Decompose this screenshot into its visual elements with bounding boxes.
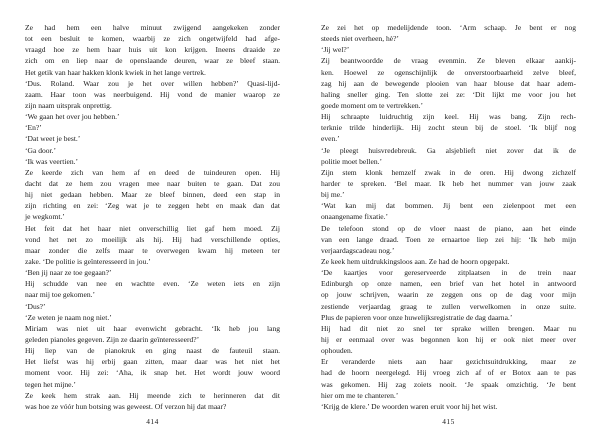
text-line: zaam. Haar toon was neerbuigend. Hij vond de manier waarop ze (25, 89, 280, 99)
left-page-number: 414 (146, 417, 159, 426)
text-line: steeds niet overheen, hè?’ (321, 34, 399, 44)
text-line: Er veranderde niets aan haar gezichtsuitdrukking, maar ze (321, 357, 576, 367)
text-line: verjaardagscadeau nog.’ (321, 245, 395, 255)
text-line: harder te spreken. ‘Bel maar. Ik heb het nummer van jouw zaak (321, 178, 576, 188)
text-line: hij er eenmaal over was begonnen kon hij er ook niet meer over (321, 334, 576, 344)
text-line: maar zonder die zelfs maar te overwegen kwam hij meteen ter (25, 245, 280, 255)
text-line: Ze had hem een halve minuut zwijgend aangekeken zonder (25, 23, 280, 32)
right-page (321, 22, 576, 440)
text-line: zich om en liep naar de openslaande deuren, waar ze bleef staan. (25, 56, 280, 66)
text-line: ‘We gaan het over jou hebben.’ (25, 112, 120, 122)
text-line: moment voor. Hij zei: ‘Aha, ik snap het. Het wordt jouw woord (25, 368, 280, 378)
text-line: goede moment om te vertrekken.’ (321, 100, 424, 110)
text-line: had de hoorn neergelegd. Hij vroeg zich af of er Botox aan te pas (321, 368, 576, 378)
text-line: zijn richting en zei: ‘Zeg wat je te zeggen hebt en maak dan dat (25, 201, 280, 211)
text-line: je wegkomt.’ (25, 212, 65, 222)
text-line: Zij beantwoordde de vraag evenmin. Ze bleven elkaar aankij- (321, 56, 576, 66)
text-line: ‘Ben jij naar ze toe gegaan?’ (25, 268, 112, 278)
left-page-text (25, 22, 280, 412)
text-line: ‘Ze weten je naam nog niet.’ (25, 312, 112, 322)
text-line: tegen het mijne.’ (25, 379, 76, 389)
text-line: onaangename fixatie.’ (321, 212, 389, 222)
text-line: Ze keerde zich van hem af en deed de tuindeuren open. Hij (25, 167, 280, 177)
text-line: Plus de papieren voor onze huwelijksregistratie de dag daarna.’ (321, 312, 513, 322)
text-line: vraagd hoe ze hem haar huis uit kon krijgen. Ineens draaide ze (25, 45, 280, 55)
right-page-text (321, 22, 576, 412)
text-line: zake. ‘De politie is geïnteresseerd in jou.’ (25, 256, 151, 266)
text-line: ‘De kaartjes voor gereserveerde zitplaatsen in de trein naar (321, 268, 576, 278)
gutter (299, 0, 301, 440)
text-line: Edinburgh op onze namen, een brief van het hotel in antwoord (321, 279, 576, 289)
text-line: ‘Ik was veertien.’ (25, 156, 79, 166)
text-line: was gekomen. Hij zag zoiets nooit. ‘Je spaak omzichtig. ‘Je bent (321, 379, 576, 389)
text-line: Hij schudde van nee en wachtte even. ‘Ze weten iets en zijn (25, 279, 280, 289)
text-line: ‘Dus. Roland. Waar zou je het over willen hebben?’ Quasi-lijd- (25, 78, 280, 88)
text-line: op jouw schrijven, waarin ze zeggen ons op de dag voor mijn (321, 290, 576, 300)
text-line: dacht dat ze hem zou vragen mee naar buiten te gaan. Dat zou (25, 178, 280, 188)
text-line: bij me.’ (321, 190, 345, 200)
text-line: De telefoon stond op de vloer naast de piano, aan het einde (321, 223, 576, 233)
text-line: ‘Dat weet je best.’ (25, 134, 81, 144)
text-line: ‘Wat kan mij dat bommen. Jij bent een zielenpoot met een (321, 201, 576, 211)
text-line: ‘Je pleegt huisvredebreuk. Ga alsjeblieft niet zover dat ik de (321, 145, 576, 155)
text-line: tot een besluit te komen, waarbij ze zich ongetwijfeld had afge- (25, 34, 280, 44)
left-page (25, 22, 280, 440)
text-line: Hij had dit niet zo snel ter sprake willen brengen. Maar nu (321, 323, 576, 333)
text-line: vond het net zo moeilijk als hij. Hij had verschillende opties, (25, 234, 280, 244)
text-line: was hoe ze vóór hun botsing was geweest. Of verzon hij dat maar? (25, 401, 227, 411)
text-line: Zijn stem klonk hemzelf zwak in de oren. Hij dwong zichzelf (321, 167, 576, 177)
text-line: zag hij aan de bewegende plooien van haar blouse dat haar adem- (321, 78, 576, 88)
text-line: ‘Jij wel?’ (321, 45, 350, 55)
text-line: ‘En?’ (25, 123, 42, 133)
text-line: Ze keek hem uitdrukkingsloos aan. Ze had de hoorn opgepakt. (321, 256, 510, 266)
text-line: Het liefst was hij erbij gaan zitten, maar daar was het niet het (25, 357, 280, 367)
text-line: haling sneller ging. Ten slotte zei ze: ‘Dit lijkt me voor jou het (321, 89, 576, 99)
text-line: ‘Ga door.’ (25, 145, 57, 155)
text-line: politie moet bellen.’ (321, 156, 382, 166)
text-line: ken. Hoewel ze ogenschijnlijk de onverstoorbaarheid zelve bleef, (321, 67, 576, 77)
text-line: hier om me te chanteren.’ (321, 390, 399, 400)
text-line: hij niet gedaan hebben. Maar ze bleef binnen, deed een stap in (25, 190, 280, 200)
text-line: geleden pianoles gegeven. Zijn ze daarin geïnteresseerd?’ (25, 334, 200, 344)
right-page-number: 415 (442, 417, 455, 426)
text-line: naar mij toe gekomen.’ (25, 290, 95, 300)
text-line: Hij schraapte luidruchtig zijn keel. Hij was bang. Zijn rech- (321, 112, 576, 122)
text-line: van een lange draad. Toen ze ernaartoe liep zei hij: ‘Ik heb mijn (321, 234, 576, 244)
text-line: Ze zei het op medelijdende toon. ‘Arm schaap. Je bent er nog (321, 23, 576, 32)
text-line: Hij liep van de pianokruk en ging naast de fauteuil staan. (25, 346, 280, 356)
text-line: zijn naam uitsprak onprettig. (25, 100, 112, 110)
text-line: ophouden. (321, 346, 353, 356)
text-line: Ze keek hem strak aan. Hij meende zich te herinneren dat dit (25, 390, 280, 400)
text-line: Het feit dat het haar niet onverschillig liet gaf hem moed. Zij (25, 223, 280, 233)
text-line: terknie trilde hinderlijk. Hij zocht steun bij de stoel. ‘Ik blijf nog (321, 123, 576, 133)
text-line: zestiende verjaardag graag te zullen verwelkomen in onze suite. (321, 301, 576, 311)
text-line: ‘Krijg de klere.’ De woorden waren eruit voor hij het wist. (321, 401, 498, 411)
text-line: even.’ (321, 134, 340, 144)
text-line: Miriam was niet uit haar evenwicht gebracht. ‘Ik heb jou lang (25, 323, 280, 333)
text-line: ‘Dus?’ (25, 301, 46, 311)
text-line: Het getik van haar hakken klonk kwiek in het lange vertrek. (25, 67, 206, 77)
